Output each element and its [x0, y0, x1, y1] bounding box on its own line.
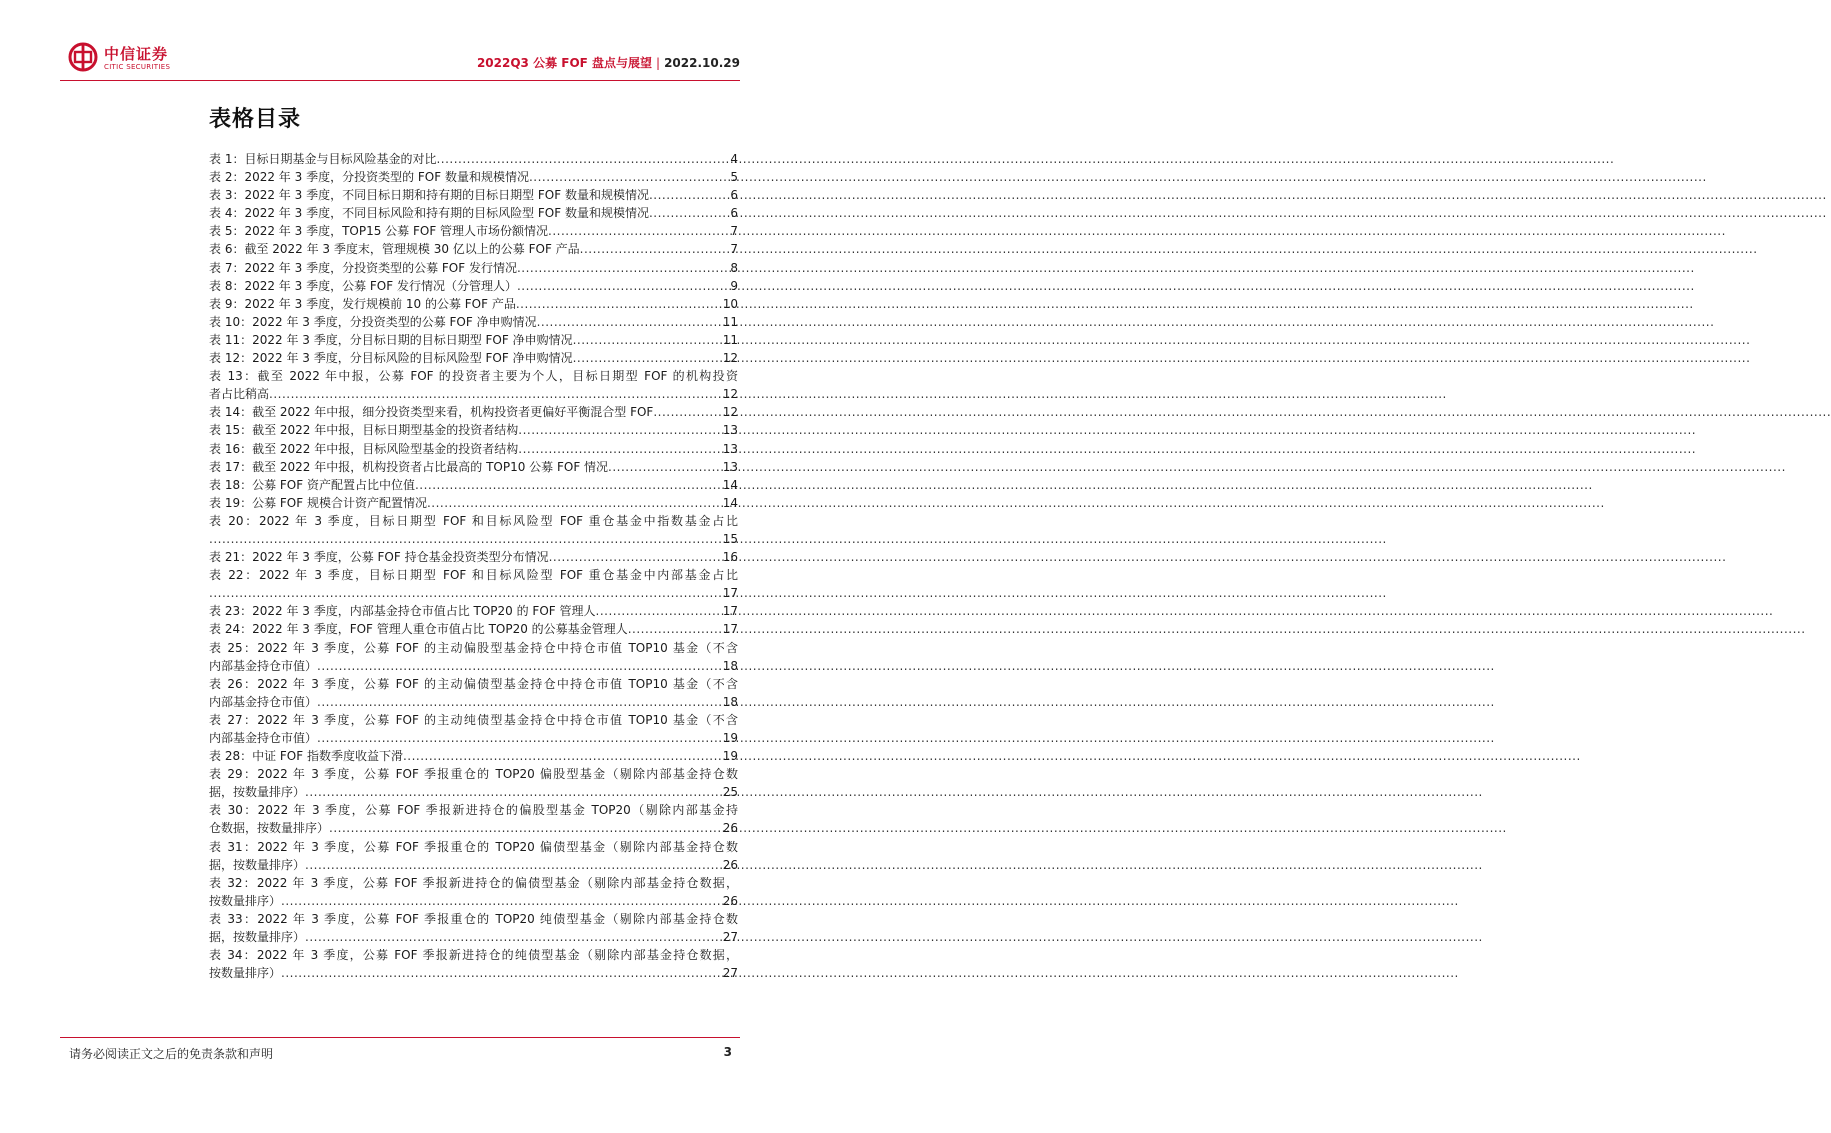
dot-leader — [573, 349, 721, 367]
toc-entry-title: 表 32：2022 年 3 季度，公募 FOF 季报新进持仓的偏债型基金（剔除内部基金持仓数据， — [209, 875, 738, 890]
toc-entry-title: 表 20：2022 年 3 季度，目标日期型 FOF 和目标风险型 FOF 重仓基金中指数基金占比 — [209, 513, 738, 528]
toc-entry-title: 表 26：2022 年 3 季度，公募 FOF 的主动偏债型基金持仓中持仓市值 TOP10 基金（不含 — [209, 676, 738, 691]
brand-name-en: CITIC SECURITIES — [104, 63, 171, 71]
toc-entry-page: 9 — [730, 278, 738, 293]
toc-entry-page: 4 — [730, 152, 738, 166]
toc-entry[interactable] — [209, 801, 738, 819]
toc-entry[interactable] — [209, 349, 738, 367]
dot-leader — [415, 476, 721, 494]
toc-entry-page: 17 — [722, 586, 738, 601]
brand-name-cn: 中信证券 — [104, 45, 169, 63]
toc-entry-title: 按数量排序） — [209, 966, 282, 981]
toc-entry-page: 27 — [722, 930, 738, 945]
toc-entry[interactable] — [209, 313, 738, 331]
toc-entry-title: 表 8：2022 年 3 季度，公募 FOF 发行情况（分管理人） — [209, 278, 517, 293]
toc-entry-page: 14 — [722, 477, 738, 492]
dot-leader — [317, 657, 721, 675]
toc-entry-title: 表 23：2022 年 3 季度，内部基金持仓市值占比 TOP20 的 FOF 管理人 — [209, 604, 596, 619]
dot-leader — [516, 295, 721, 313]
toc-entry-title: 表 14：截至 2022 年中报，细分投资类型来看，机构投资者更偏好平衡混合型 FOF — [209, 405, 654, 420]
toc-entry-page: 15 — [722, 531, 738, 546]
toc-entry[interactable] — [209, 783, 738, 801]
toc-entry-page: 19 — [722, 749, 738, 764]
table-of-contents — [209, 150, 738, 982]
dot-leader — [518, 440, 720, 458]
toc-entry[interactable] — [209, 729, 738, 747]
toc-entry-page: 18 — [722, 694, 738, 709]
dot-leader — [517, 259, 728, 277]
dot-leader — [596, 602, 721, 620]
toc-entry-title: 内部基金持仓市值） — [209, 694, 318, 709]
dot-leader — [209, 530, 721, 548]
toc-entry-title: 表 33：2022 年 3 季度，公募 FOF 季报重仓的 TOP20 纯债型基金（剔除内部基金持仓数 — [209, 911, 738, 926]
toc-entry-title: 表 1：目标日期基金与目标风险基金的对比 — [209, 152, 437, 166]
toc-entry[interactable] — [209, 512, 738, 530]
dot-leader — [427, 494, 721, 512]
toc-entry-title: 表 28：中证 FOF 指数季度收益下滑 — [209, 749, 403, 764]
toc-entry[interactable] — [209, 819, 738, 837]
dot-leader — [436, 150, 728, 168]
toc-entry-title: 表 29：2022 年 3 季度，公募 FOF 季报重仓的 TOP20 偏股型基金（剔除内部基金持仓数 — [209, 767, 738, 782]
toc-entry-title: 表 12：2022 年 3 季度，分目标风险的目标风险型 FOF 净申购情况 — [209, 351, 573, 366]
toc-entry-title: 表 7：2022 年 3 季度，分投资类型的公募 FOF 发行情况 — [209, 260, 517, 275]
toc-entry[interactable] — [209, 892, 738, 910]
toc-entry-title: 表 15：截至 2022 年中报，目标日期型基金的投资者结构 — [209, 423, 519, 438]
toc-entry-title: 按数量排序） — [209, 893, 282, 908]
dot-leader — [517, 277, 728, 295]
toc-entry-title: 据，按数量排序） — [209, 930, 306, 945]
dot-leader — [305, 783, 721, 801]
toc-entry-title: 表 22：2022 年 3 季度，目标日期型 FOF 和目标风险型 FOF 重仓基金中内部基金占比 — [209, 568, 738, 583]
toc-entry-title: 内部基金持仓市值） — [209, 731, 318, 745]
dot-leader — [281, 892, 721, 910]
toc-entry[interactable] — [209, 964, 738, 982]
dot-leader — [653, 403, 720, 421]
toc-entry-title: 表 34：2022 年 3 季度，公募 FOF 季报新进持仓的纯债型基金（剔除内部基金持仓数据， — [209, 948, 738, 963]
dot-leader — [573, 331, 721, 349]
toc-entry-title: 表 31：2022 年 3 季度，公募 FOF 季报重仓的 TOP20 偏债型基金（剔除内部基金持仓数 — [209, 839, 738, 854]
toc-entry-page: 7 — [730, 242, 738, 257]
toc-entry-page: 26 — [722, 821, 738, 836]
toc-entry-title: 表 5：2022 年 3 季度，TOP15 公募 FOF 管理人市场份额情况 — [209, 224, 549, 239]
toc-entry-page: 17 — [722, 622, 738, 637]
toc-entry[interactable] — [209, 657, 738, 675]
citic-logo-icon — [68, 42, 98, 72]
page-number: 3 — [723, 1045, 732, 1059]
toc-entry-title: 表 13：截至 2022 年中报，公募 FOF 的投资者主要为个人，目标日期型 FOF 的机构投资 — [209, 369, 738, 384]
toc-entry-title: 表 3：2022 年 3 季度，不同目标日期和持有期的目标日期型 FOF 数量和规模情况 — [209, 188, 649, 203]
toc-entry[interactable] — [209, 530, 738, 548]
toc-entry-page: 18 — [722, 658, 738, 673]
toc-entry[interactable] — [209, 295, 738, 313]
page-header — [60, 40, 740, 80]
toc-entry-page: 16 — [722, 550, 738, 565]
toc-entry[interactable] — [209, 385, 738, 403]
toc-entry-page: 6 — [730, 188, 738, 203]
toc-entry-title: 表 11：2022 年 3 季度，分目标日期的目标日期型 FOF 净申购情况 — [209, 332, 573, 347]
dot-leader — [580, 240, 729, 258]
toc-entry[interactable] — [209, 367, 738, 385]
dot-leader — [649, 204, 728, 222]
toc-entry-title: 表 21：2022 年 3 季度，公募 FOF 持仓基金投资类型分布情况 — [209, 550, 549, 565]
dot-leader — [518, 421, 720, 439]
toc-entry-title: 表 6：截至 2022 年 3 季度末，管理规模 30 亿以上的公募 FOF 产品 — [209, 242, 580, 257]
toc-entry-title: 表 16：截至 2022 年中报，目标风险型基金的投资者结构 — [209, 441, 519, 456]
toc-entry[interactable] — [209, 168, 738, 186]
toc-entry[interactable] — [209, 259, 738, 277]
dot-leader — [537, 313, 721, 331]
toc-entry[interactable] — [209, 240, 738, 258]
toc-entry[interactable] — [209, 874, 738, 892]
toc-entry-title: 表 2：2022 年 3 季度，分投资类型的 FOF 数量和规模情况 — [209, 170, 529, 185]
toc-entry[interactable] — [209, 186, 738, 204]
toc-entry[interactable] — [209, 458, 738, 476]
toc-entry-page: 26 — [722, 893, 738, 908]
dot-leader — [403, 747, 721, 765]
toc-entry-page: 11 — [722, 332, 738, 347]
toc-entry-page: 12 — [722, 387, 738, 402]
toc-entry-page: 5 — [730, 170, 738, 185]
toc-entry-title: 表 30：2022 年 3 季度，公募 FOF 季报新进持仓的偏股型基金 TOP20（剔除内部基金持 — [209, 803, 738, 818]
toc-entry[interactable] — [209, 928, 738, 946]
toc-entry-title: 者占比稍高 — [209, 387, 270, 402]
dot-leader — [608, 458, 721, 476]
toc-entry-page: 13 — [722, 441, 738, 456]
toc-entry-title: 据，按数量排序） — [209, 857, 306, 872]
report-date: 2022.10.29 — [664, 56, 740, 70]
dot-leader — [317, 729, 721, 747]
toc-entry-title: 表 19：公募 FOF 规模合计资产配置情况 — [209, 495, 427, 510]
dot-leader — [305, 856, 721, 874]
dot-leader — [317, 693, 721, 711]
citic-securities-logo — [68, 42, 268, 74]
toc-entry-page: 13 — [722, 423, 738, 438]
toc-entry[interactable] — [209, 440, 738, 458]
toc-entry[interactable] — [209, 620, 738, 638]
footer-divider — [60, 1037, 740, 1038]
page-title: 表格目录 — [209, 107, 302, 132]
toc-entry-title: 表 18：公募 FOF 资产配置占比中位值 — [209, 477, 415, 492]
toc-entry[interactable] — [209, 204, 738, 222]
toc-entry-title: 表 27：2022 年 3 季度，公募 FOF 的主动纯债型基金持仓中持仓市值 TOP10 基金（不含 — [209, 712, 738, 727]
dot-leader — [209, 584, 721, 602]
toc-entry-page: 19 — [722, 731, 738, 745]
toc-entry[interactable] — [209, 856, 738, 874]
toc-entry-title: 表 4：2022 年 3 季度，不同目标风险和持有期的目标风险型 FOF 数量和规模情况 — [209, 206, 649, 221]
dot-leader — [529, 168, 728, 186]
dot-leader — [549, 548, 721, 566]
toc-entry[interactable] — [209, 421, 738, 439]
toc-entry[interactable] — [209, 693, 738, 711]
dot-leader — [548, 222, 728, 240]
dot-leader — [281, 964, 721, 982]
toc-entry[interactable] — [209, 584, 738, 602]
toc-entry-title: 表 24：2022 年 3 季度，FOF 管理人重仓市值占比 TOP20 的公募基金管理人 — [209, 622, 628, 637]
toc-entry-page: 12 — [722, 405, 738, 420]
toc-entry-page: 17 — [722, 604, 738, 619]
header-divider — [60, 80, 740, 81]
toc-entry-page: 26 — [722, 857, 738, 872]
report-title: 2022Q3 公募 FOF 盘点与展望 — [476, 56, 653, 70]
toc-entry-page: 14 — [722, 495, 738, 510]
toc-entry[interactable] — [209, 150, 738, 168]
dot-leader — [628, 620, 721, 638]
toc-entry-page: 6 — [730, 206, 738, 221]
toc-entry[interactable] — [209, 639, 738, 657]
dot-leader — [305, 928, 721, 946]
toc-entry[interactable] — [209, 494, 738, 512]
toc-entry-page: 25 — [722, 785, 738, 800]
toc-entry[interactable] — [209, 838, 738, 856]
footer-disclaimer: 请务必阅读正文之后的免责条款和声明 — [69, 1047, 274, 1061]
toc-entry-title: 内部基金持仓市值） — [209, 658, 318, 673]
toc-entry-title: 据，按数量排序） — [209, 785, 306, 800]
toc-entry[interactable] — [209, 566, 738, 584]
toc-entry[interactable] — [209, 910, 738, 928]
dot-leader — [329, 819, 721, 837]
toc-entry[interactable] — [209, 765, 738, 783]
toc-entry-page: 13 — [722, 459, 738, 474]
toc-entry-title: 表 9：2022 年 3 季度，发行规模前 10 的公募 FOF 产品 — [209, 296, 516, 311]
toc-entry-page: 8 — [730, 260, 738, 275]
toc-entry[interactable] — [209, 331, 738, 349]
toc-entry[interactable] — [209, 476, 738, 494]
toc-entry[interactable] — [209, 946, 738, 964]
toc-entry[interactable] — [209, 548, 738, 566]
toc-entry-title: 表 10：2022 年 3 季度，分投资类型的公募 FOF 净申购情况 — [209, 314, 537, 329]
toc-entry-page: 12 — [722, 351, 738, 366]
report-info — [477, 54, 740, 71]
toc-entry-title: 仓数据，按数量排序） — [209, 821, 330, 836]
dot-leader — [649, 186, 728, 204]
toc-entry-title: 表 25：2022 年 3 季度，公募 FOF 的主动偏股型基金持仓中持仓市值 TOP10 基金（不含 — [209, 640, 738, 655]
toc-entry[interactable] — [209, 747, 738, 765]
toc-entry[interactable] — [209, 277, 738, 295]
toc-entry-page: 7 — [730, 224, 738, 239]
toc-entry-title: 表 17：截至 2022 年中报，机构投资者占比最高的 TOP10 公募 FOF 情况 — [209, 459, 609, 474]
toc-entry[interactable] — [209, 602, 738, 620]
dot-leader — [269, 385, 721, 403]
toc-entry[interactable] — [209, 675, 738, 693]
toc-entry[interactable] — [209, 403, 738, 421]
toc-entry[interactable] — [209, 222, 738, 240]
toc-entry-page: 11 — [722, 314, 738, 329]
toc-entry[interactable] — [209, 711, 738, 729]
toc-entry-page: 27 — [722, 966, 738, 981]
header-separator: | — [656, 56, 661, 70]
toc-entry-page: 10 — [722, 296, 738, 311]
